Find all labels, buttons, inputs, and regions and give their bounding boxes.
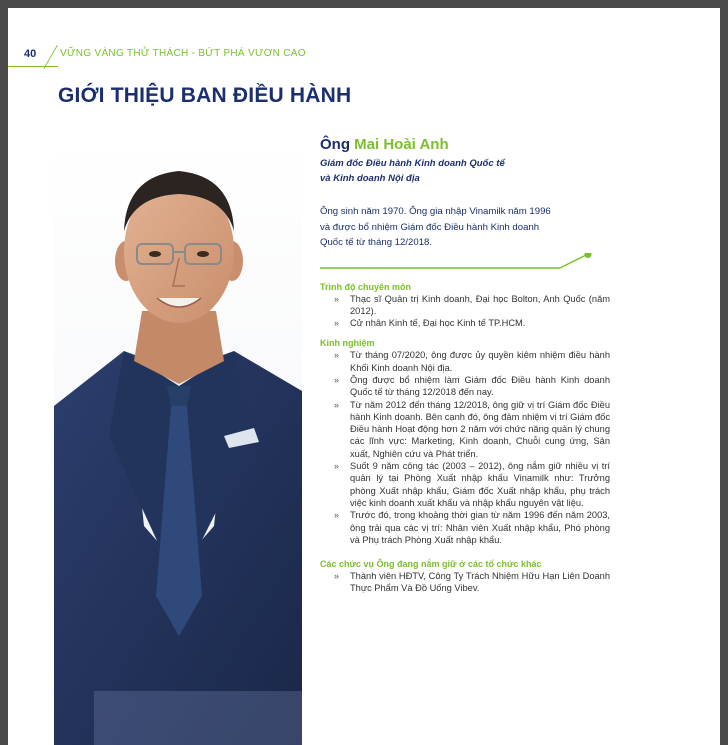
list-item: » Thạc sĩ Quản trị Kinh doanh, Đại học Bolton, Anh Quốc (năm 2012). — [350, 293, 610, 318]
list-item: » Từ năm 2012 đến tháng 12/2018, ông giữ vị trí Giám đốc Điều hành Kinh doanh. Bên cạnh đó, ông đảm nhiệm vị trí Giám đốc Điều hành Hoạt động hơn 2 năm với chức năng quản lý chung các lĩnh vực: Marketing, Kinh doanh, Chuỗi cung ứng, Sản xuất, Nghiên cứu và Phát triển. — [350, 399, 610, 460]
list-item: » Ông được bổ nhiệm làm Giám đốc Điều hành Kinh doanh Quốc tế từ tháng 12/2018 đến nay. — [350, 374, 610, 399]
name-highlight: Mai Hoài Anh — [354, 136, 449, 153]
section-qualifications — [320, 281, 610, 330]
list-item: » Trước đó, trong khoảng thời gian từ năm 1996 đến năm 2003, ông trải qua các vị trí: Nhân viên Xuất nhập khẩu, Phó phòng và Phụ trách Phòng Xuất nhập khẩu. — [350, 509, 610, 546]
section-title: Kinh nghiệm — [320, 338, 375, 349]
document-page — [8, 8, 720, 745]
section-experience — [320, 337, 610, 546]
role-title — [320, 156, 610, 186]
header-tagline: VỮNG VÀNG THỬ THÁCH - BỨT PHÁ VƯƠN CAO — [60, 48, 306, 59]
page-number: 40 — [24, 48, 37, 60]
salutation: Ông — [320, 136, 350, 153]
page-title: GIỚI THIỆU BAN ĐIỀU HÀNH — [58, 84, 352, 107]
list-item: » Cử nhân Kinh tế, Đại học Kinh tế TP.HCM. — [350, 317, 610, 329]
list-item: » Thành viên HĐTV, Công Ty Trách Nhiệm Hữu Hạn Liên Doanh Thực Phẩm Và Đồ Uống Vibev. — [350, 570, 610, 595]
portrait-photo — [54, 136, 302, 745]
section-title: Các chức vụ Ông đang nắm giữ ở các tổ chức khác — [320, 559, 542, 570]
list-item: » Suốt 9 năm công tác (2003 – 2012), ông nắm giữ nhiều vị trí quản lý tại Phòng Xuất nhập khẩu Vinamilk như: Trưởng phòng Xuất nhập khẩu, Giám đốc Xuất nhập khẩu, phụ trách việc kinh doanh xuất khẩu và nhập khẩu nguyên vật liệu. — [350, 460, 610, 509]
section-other-positions — [320, 558, 610, 595]
section-title: Trình độ chuyên môn — [320, 281, 412, 292]
person-name — [320, 135, 610, 154]
intro-paragraph: Ông sinh năm 1970. Ông gia nhập Vinamilk năm 1996 và được bổ nhiệm Giám đốc Điều hành Kinh doanh Quốc tế từ tháng 12/2018. — [320, 206, 551, 248]
header-rule — [8, 66, 58, 67]
page-header — [8, 44, 348, 64]
profile-content — [320, 135, 610, 595]
role-line-2: và Kinh doanh Nội địa — [320, 173, 420, 184]
green-divider — [320, 253, 610, 273]
list-item: » Từ tháng 07/2020, ông được ủy quyền kiêm nhiệm điều hành Khối Kinh doanh Nội địa. — [350, 349, 610, 374]
role-line-1: Giám đốc Điều hành Kinh doanh Quốc tế — [320, 158, 505, 169]
